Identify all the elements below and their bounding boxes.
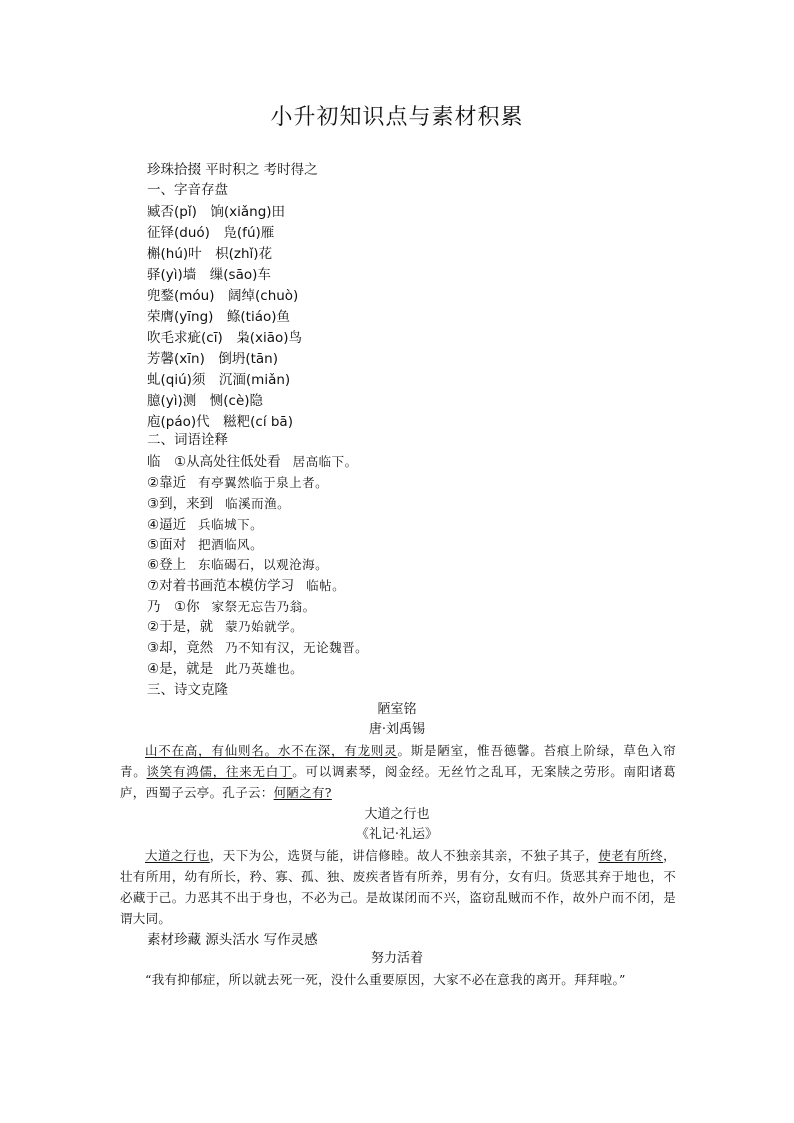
definition-example: 乃不知有汉，无论魏晋。 (225, 640, 369, 655)
pronunciation-item: 臧否(pǐ) 饷(xiǎng)田 (147, 204, 286, 220)
classical-text: 大道之行也，天下为公，选贤与能，讲信修睦。故人不独亲其亲，不独子其子，使老有所终，壮有所用，幼有所长，矜、寡、孤、独、废疾者皆有所养，男有分，女有归。货恶其弃于地也，不必藏于己。力恶其不出于身也，不必为己。是故谋闭而不兴，盗窃乱贼而不作，故外户而不闭，是谓大同。 (120, 848, 676, 926)
definition-sense: ⑦对着书画范本模仿学习 (147, 578, 295, 594)
underlined-phrase: 何陋之有? (273, 785, 332, 800)
poem-author: 唐·刘禹锡 (368, 722, 426, 737)
definition-example: 蒙乃始就学。 (225, 619, 304, 634)
definition-sense: ③到，来到 (147, 496, 214, 512)
pronunciation-item: 征铎(duó) 凫(fú)雁 (147, 225, 275, 241)
pronunciation-item: 驿(yì)墙 缫(sāo)车 (147, 267, 271, 283)
definition-item (147, 659, 303, 679)
definition-sense: ⑥登上 (147, 557, 187, 573)
definition-example: 把酒临风。 (198, 537, 264, 552)
pronunciation-item: 臆(yì)测 恻(cè)隐 (147, 393, 264, 409)
essay-source: 《礼记·礼运》 (355, 827, 439, 842)
definition-sense: ④是，就是 (147, 661, 214, 677)
definition-example: 家祭无忘告乃翁。 (211, 599, 316, 614)
definition-item (147, 535, 263, 555)
underlined-phrase: 使老有所终 (598, 848, 664, 863)
underlined-phrase: 谈笑有鸿儒，往来无白丁 (146, 764, 293, 779)
definition-item (147, 597, 316, 617)
part3-heading: 三、诗文克隆 (147, 682, 228, 698)
definition-sense: ③却，竟然 (147, 640, 214, 656)
essay-title: 大道之行也 (364, 807, 430, 822)
definition-sense: ④逼近 (147, 517, 187, 533)
underlined-phrase: 大道之行也 (145, 848, 210, 863)
part1-heading: 一、字音存盘 (147, 182, 228, 198)
poem-text: 山不在高，有仙则名。水不在深，有龙则灵。斯是陋室，惟吾德馨。苔痕上阶绿，草色入帘青。谈笑有鸿儒，往来无白丁。可以调素琴，阅金经。无丝竹之乱耳，无案牍之劳形。南阳诸葛庐，西蜀子云亭。孔子云：何陋之有? (120, 743, 676, 800)
definition-item (147, 555, 328, 575)
definition-sense: 临 ①从高处往低处看 (147, 454, 281, 470)
pronunciation-item: 虬(qiú)须 沉湎(miǎn) (147, 372, 291, 388)
pronunciation-item: 槲(hú)叶 枳(zhǐ)花 (147, 246, 273, 262)
pronunciation-item: 芳馨(xīn) 倒坍(tān) (147, 351, 278, 367)
underlined-phrase: 山不在高，有仙则名。水不在深，有龙则灵 (145, 743, 398, 758)
essay-text: “我有抑郁症，所以就去死一死，没什么重要原因，大家不必在意我的离开。拜拜啦。” (145, 972, 626, 987)
section-heading: 珍珠拾掇 平时积之 考时得之 (147, 162, 318, 178)
definition-item (147, 452, 358, 472)
definition-example: 居高临下。 (292, 454, 358, 469)
definition-item (147, 638, 368, 658)
definition-sense: ②于是，就 (147, 619, 214, 635)
definition-item (147, 473, 328, 493)
definition-example: 东临碣石，以观沧海。 (198, 557, 329, 572)
definition-example: 临溪而渔。 (225, 496, 291, 511)
definition-example: 兵临城下。 (198, 517, 264, 532)
definition-item (147, 576, 345, 596)
pronunciation-item: 荣膺(yīng) 鲦(tiáo)鱼 (147, 309, 291, 325)
part2-heading: 二、词语诠释 (147, 432, 228, 448)
pronunciation-item: 庖(páo)代 糍粑(cí bā) (147, 414, 293, 430)
definition-item (147, 515, 263, 535)
definition-example: 临帖。 (306, 578, 346, 593)
definition-item (147, 494, 290, 514)
poem-title: 陋室铭 (377, 702, 417, 717)
definition-item (147, 617, 303, 637)
definition-example: 有亭翼然临于泉上者。 (198, 475, 329, 490)
page-title: 小升初知识点与素材积累 (270, 105, 524, 130)
definition-example: 此乃英雄也。 (225, 661, 304, 676)
definition-sense: 乃 ①你 (147, 599, 200, 615)
section-heading-2: 素材珍藏 源头活水 写作灵感 (147, 932, 318, 948)
pronunciation-item: 兜鍪(móu) 阔绰(chuò) (147, 288, 299, 304)
essay-heading: 努力活着 (370, 951, 423, 966)
pronunciation-item: 吹毛求疵(cī) 枭(xiāo)鸟 (147, 330, 303, 346)
definition-sense: ②靠近 (147, 475, 187, 491)
definition-sense: ⑤面对 (147, 537, 187, 553)
